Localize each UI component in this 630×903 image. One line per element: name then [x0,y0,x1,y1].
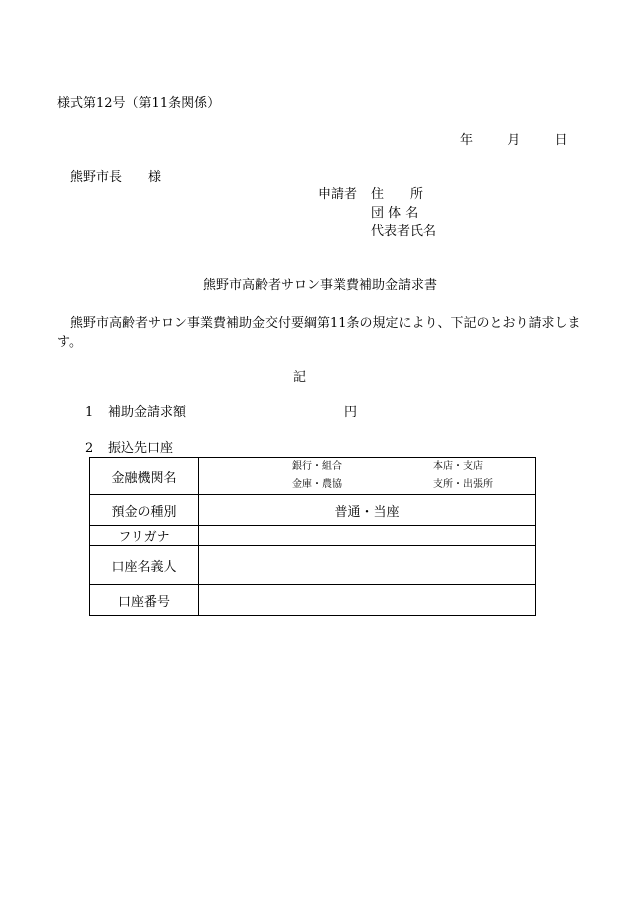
body-text: 熊野市高齢者サロン事業費補助金交付要綱第11条の規定により、下記のとおり請求します。 [57,316,581,350]
account-holder-value[interactable] [199,546,536,585]
applicant-representative-label: 代表者氏名 [371,224,437,239]
addressee: 熊野市長 様 [70,170,162,185]
bank-row [90,458,536,495]
item1-number: 1 [85,405,94,420]
date-year: 年 [460,133,474,148]
bank-value-cell[interactable] [199,458,536,495]
bank-label: 金融機関名 [90,458,199,495]
account-number-label: 口座番号 [90,585,199,616]
deposit-type-value[interactable]: 普通・当座 [199,495,536,526]
deposit-type-label: 預金の種別 [90,495,199,526]
item2-label: 振込先口座 [108,441,174,456]
account-number-row [90,585,536,616]
item1-label: 補助金請求額 [108,405,187,420]
branch-option-1: 本店・支店 [433,461,483,472]
item2-number: 2 [85,441,94,456]
item1-unit: 円 [344,405,358,420]
date-line [460,133,568,149]
furigana-row [90,526,536,546]
bank-option-1: 銀行・組合 [292,461,342,472]
date-month: 月 [507,133,521,148]
applicant-label: 申請者 [318,187,358,202]
document-title: 熊野市高齢者サロン事業費補助金請求書 [203,278,438,293]
furigana-label: フリガナ [90,526,199,546]
account-number-value[interactable] [199,585,536,616]
applicant-address-label: 住 所 [371,187,424,202]
account-table [89,457,536,616]
form-number: 様式第12号（第11条関係） [57,96,221,111]
bank-option-2: 金庫・農協 [292,479,342,490]
deposit-type-row [90,495,536,526]
date-day: 日 [554,133,568,148]
account-holder-label: 口座名義人 [90,546,199,585]
branch-option-2: 支所・出張所 [433,479,493,490]
ki-heading: 記 [293,370,307,385]
furigana-value[interactable] [199,526,536,546]
account-holder-row [90,546,536,585]
applicant-group-label: 団 体 名 [371,206,419,221]
